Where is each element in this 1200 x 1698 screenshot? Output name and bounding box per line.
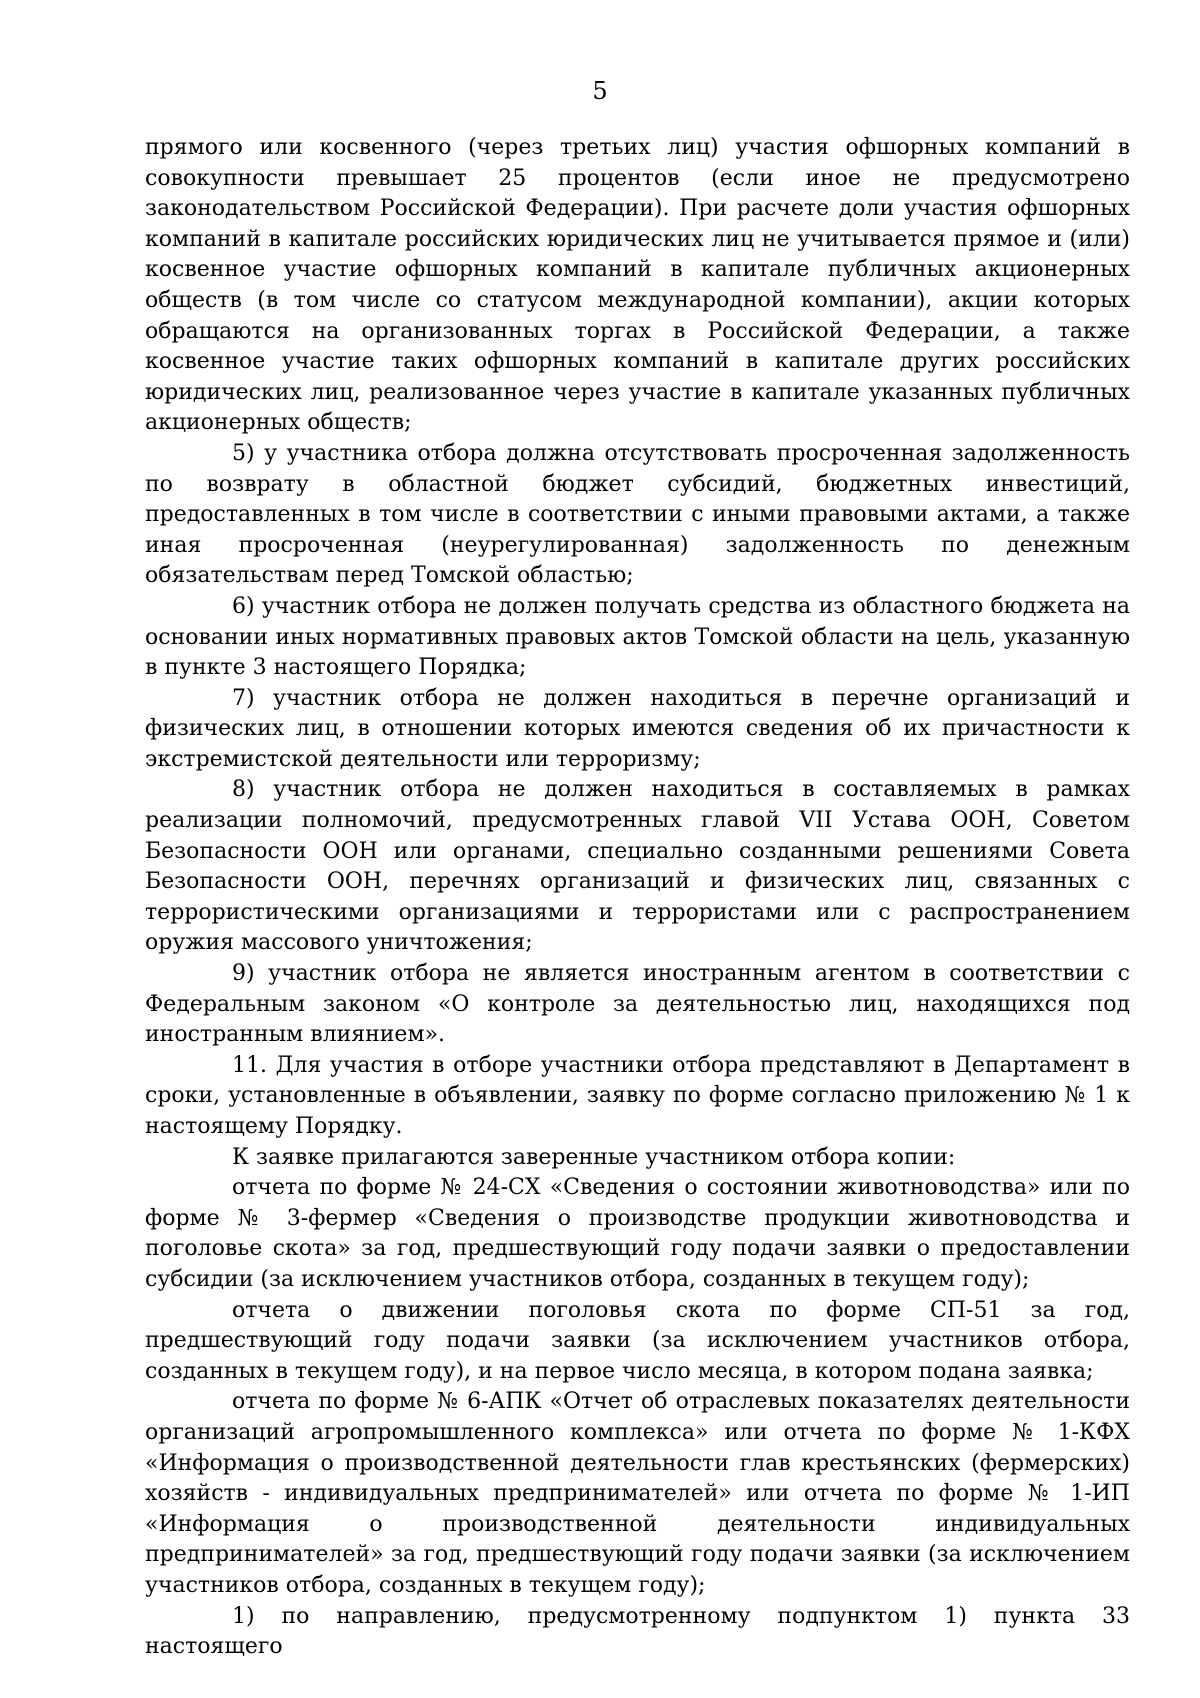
page-number: 5 xyxy=(592,77,608,105)
paragraph-item-9: 9) участник отбора не является иностранным агентом в соответствии с Федеральным законом «О контроле за деятельностью лиц, находящихся под иностранным влиянием». xyxy=(145,961,1130,1048)
paragraph-report-6-apk: отчета по форме № 6-АПК «Отчет об отраслевых показателях деятельности организаций агропромышленного комплекса» или отчета по форме № 1-КФХ «Информация о производственной деятельности глав крестьянских (фермерских) хозяйств - индивидуальных предпринимателей» или отчета по форме № 1-ИП «Информация о производственной деятельности индивидуальных предпринимателей» за год, предшествующий году подачи заявки (за исключением участников отбора, созданных в текущем году); xyxy=(145,1389,1130,1598)
paragraph-item-5: 5) у участника отбора должна отсутствовать просроченная задолженность по возврату в областной бюджет субсидий, бюджетных инвестиций, предоставленных в том числе в соответствии с иными правовыми актами, а также иная просроченная (неурегулированная) задолженность по денежным обязательствам перед Томской областью; xyxy=(145,440,1130,589)
paragraph-report-sp-51: отчета о движении поголовья скота по форме СП-51 за год, предшествующий году подачи заявки (за исключением участников отбора, созданных в текущем году), и на первое число месяца, в котором подана заявка; xyxy=(145,1297,1130,1384)
paragraph-attachments-intro: К заявке прилагаются заверенные участником отбора копии: xyxy=(232,1144,956,1170)
paragraph-report-24-sh: отчета по форме № 24-СХ «Сведения о состоянии животноводства» или по форме № 3-фермер «Сведения о производстве продукции животноводства и поголовье скота» за год, предшествующий году подачи заявки о предоставлении субсидии (за исключением участников отбора, созданных в текущем году); xyxy=(145,1175,1130,1292)
paragraph-offshore-participation: прямого или косвенного (через третьих лиц) участия офшорных компаний в совокупности превышает 25 процентов (если иное не предусмотрено законодательством Российской Федерации). При расчете доли участия офшорных компаний в капитале российских юридических лиц не учитывается прямое и (или) косвенное участие офшорных компаний в капитале публичных акционерных обществ (в том числе со статусом международной компании), акции которых обращаются на организованных торгах в Российской Федерации, а также косвенное участие таких офшорных компаний в капитале других российских юридических лиц, реализованное через участие в капитале указанных публичных акционерных обществ; xyxy=(145,135,1130,436)
paragraph-clause-11: 11. Для участия в отборе участники отбора представляют в Департамент в сроки, установленные в объявлении, заявку по форме согласно приложению № 1 к настоящему Порядку. xyxy=(145,1052,1130,1139)
paragraph-item-8: 8) участник отбора не должен находиться в составляемых в рамках реализации полномочий, предусмотренных главой VII Устава ООН, Советом Безопасности ООН или органами, специально созданными решениями Совета Безопасности ООН, перечнях организаций и физических лиц, связанных с террористическими организациями и террористами или с распространением оружия массового уничтожения; xyxy=(145,777,1130,956)
paragraph-item-7: 7) участник отбора не должен находиться в перечне организаций и физических лиц, в отношении которых имеются сведения об их причастности к экстремистской деятельности или терроризму; xyxy=(145,685,1130,772)
paragraph-direction-1: 1) по направлению, предусмотренному подпунктом 1) пункта 33 настоящего xyxy=(145,1603,1130,1660)
paragraph-item-6: 6) участник отбора не должен получать средства из областного бюджета на основании иных нормативных правовых актов Томской области на цель, указанную в пункте 3 настоящего Порядка; xyxy=(145,593,1130,681)
document-body xyxy=(145,133,1130,1663)
